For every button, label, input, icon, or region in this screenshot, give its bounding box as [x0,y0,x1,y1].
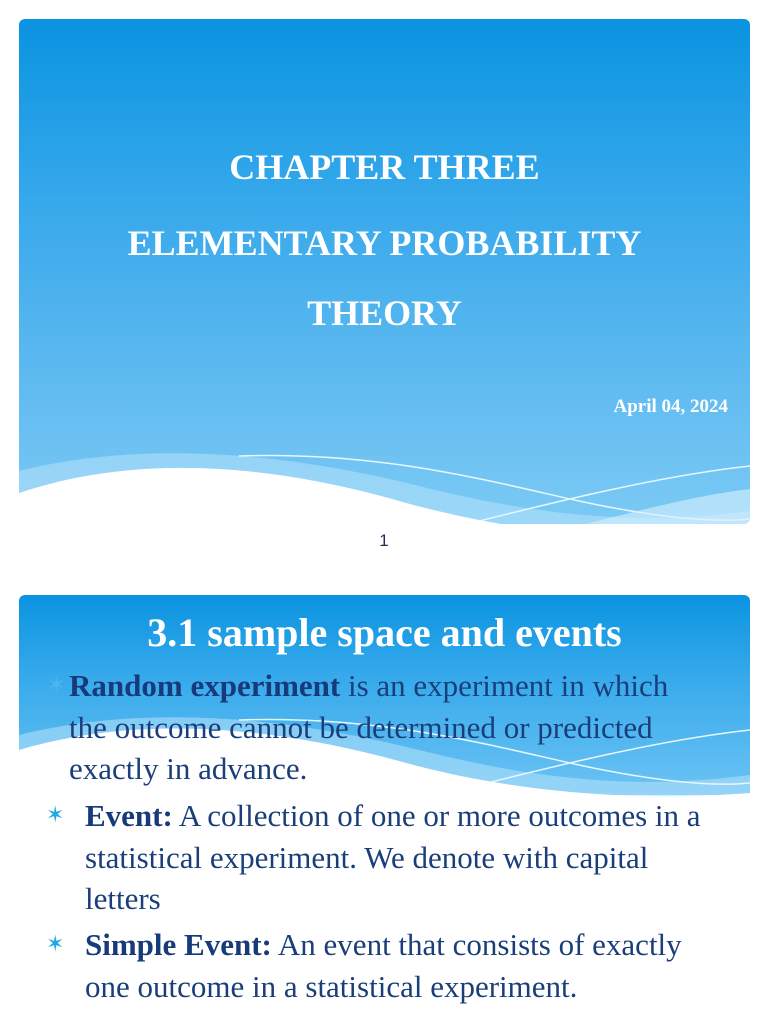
page-number: 1 [379,531,389,550]
content-slide [19,595,750,1035]
title-slide [19,19,750,524]
chapter-subtitle-line1: ELEMENTARY PROBABILITY [127,223,642,263]
bullet-text: is an experiment in which the outcome cannot be determined or predicted exactly in advance. [69,668,669,786]
bullet-term: Simple Event: [85,927,272,962]
wave-decoration [19,431,750,524]
bullet-text: An event that consists of exactly one outcome in a statistical experiment. [85,927,682,1004]
bullet-term: Random experiment [69,668,341,703]
bullet-event [85,795,725,920]
star-bullet-icon: ✶ [46,803,65,828]
chapter-title: CHAPTER THREE [229,147,540,187]
section-title: 3.1 sample space and events [147,610,622,655]
star-bullet-icon: ✶ [47,673,66,698]
bullet-simple-event [85,924,725,1007]
bullet-term: Event: [85,798,173,833]
slide-date: April 04, 2024 [613,396,728,417]
bullet-random-experiment [69,665,709,790]
chapter-subtitle-line2: THEORY [307,293,462,333]
bullet-text: A collection of one or more outcomes in a statistical experiment. We denote with capital letters [85,798,701,916]
star-bullet-icon: ✶ [46,932,65,957]
